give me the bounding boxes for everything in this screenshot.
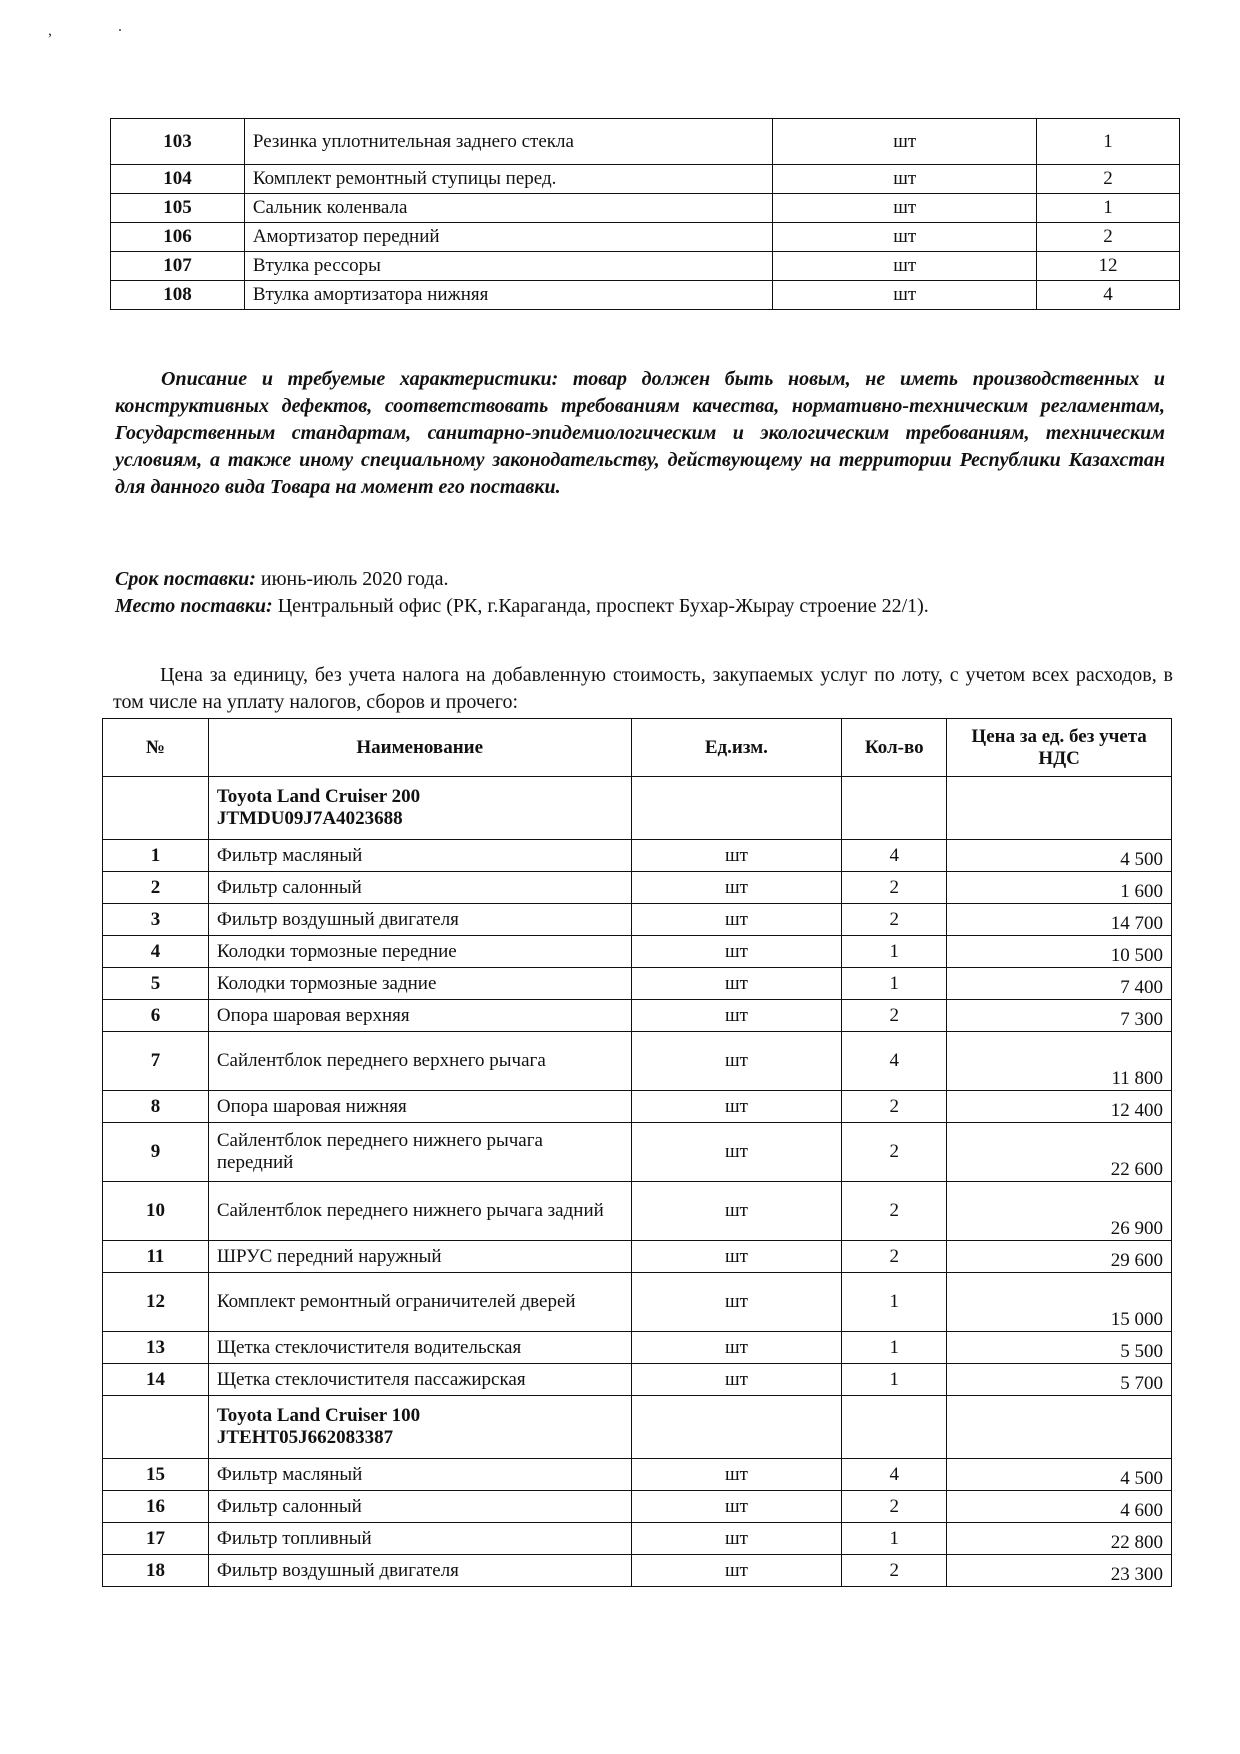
group-empty-cell <box>947 1396 1172 1459</box>
delivery-place-label: Место поставки: <box>115 595 273 617</box>
row-number: 3 <box>103 904 209 936</box>
row-number: 9 <box>103 1123 209 1182</box>
item-price: 4 600 <box>947 1491 1172 1523</box>
item-qty: 4 <box>1037 281 1180 310</box>
item-price: 29 600 <box>947 1241 1172 1273</box>
item-name: Втулка амортизатора нижняя <box>244 281 773 310</box>
table-row <box>103 1459 1172 1491</box>
item-price: 1 600 <box>947 872 1172 904</box>
item-price: 22 600 <box>947 1123 1172 1182</box>
item-unit: шт <box>631 840 842 872</box>
item-unit: шт <box>773 119 1037 165</box>
item-qty: 1 <box>842 1364 947 1396</box>
table-row <box>103 1364 1172 1396</box>
item-name: Сайлентблок переднего верхнего рычага <box>208 1032 631 1091</box>
table-row <box>103 936 1172 968</box>
item-name: Щетка стеклочистителя пассажирская <box>208 1364 631 1396</box>
item-qty: 4 <box>842 1032 947 1091</box>
row-number: 15 <box>103 1459 209 1491</box>
price-table <box>102 718 1172 1587</box>
item-name: ШРУС передний наружный <box>208 1241 631 1273</box>
item-price: 11 800 <box>947 1032 1172 1091</box>
item-unit: шт <box>773 281 1037 310</box>
row-number: 108 <box>111 281 245 310</box>
vehicle-title-cell <box>208 777 631 840</box>
delivery-info <box>115 566 1175 620</box>
item-price: 15 000 <box>947 1273 1172 1332</box>
table-row <box>103 904 1172 936</box>
item-unit: шт <box>631 1000 842 1032</box>
description-paragraph: Описание и требуемые характеристики: товар должен быть новым, не иметь производственных и конструктивных дефектов, соответствовать требованиям качества, нормативно-техническим регламентам, Государственным стандартам, санитарно-эпидемиологическим и экологическим требованиям, техническим условиям, а также иному специальному законодательству, действующему на территории Республики Казахстан для данного вида Товара на момент его поставки. <box>115 368 1165 498</box>
table-row <box>103 1523 1172 1555</box>
group-empty-cell <box>631 777 842 840</box>
item-unit: шт <box>773 194 1037 223</box>
vehicle-group-row <box>103 777 1172 840</box>
item-qty: 2 <box>1037 223 1180 252</box>
item-qty: 4 <box>842 1459 947 1491</box>
row-number: 5 <box>103 968 209 1000</box>
table-row <box>103 1491 1172 1523</box>
item-name: Комплект ремонтный ступицы перед. <box>244 165 773 194</box>
item-qty: 2 <box>842 1000 947 1032</box>
table-row <box>103 968 1172 1000</box>
table-row <box>111 252 1180 281</box>
item-unit: шт <box>631 872 842 904</box>
table-row <box>111 119 1180 165</box>
row-number: 14 <box>103 1364 209 1396</box>
item-qty: 1 <box>842 1332 947 1364</box>
item-qty: 1 <box>1037 119 1180 165</box>
table-row <box>103 1123 1172 1182</box>
item-unit: шт <box>631 1091 842 1123</box>
item-qty: 1 <box>842 1523 947 1555</box>
item-name: Опора шаровая нижняя <box>208 1091 631 1123</box>
item-unit: шт <box>631 968 842 1000</box>
vehicle-vin: JTEHT05J662083387 <box>216 1427 394 1448</box>
item-qty: 2 <box>842 1123 947 1182</box>
header-unit: Ед.изм. <box>631 719 842 777</box>
item-qty: 1 <box>1037 194 1180 223</box>
row-number: 17 <box>103 1523 209 1555</box>
table-row <box>111 281 1180 310</box>
item-qty: 2 <box>842 1091 947 1123</box>
table-row <box>103 872 1172 904</box>
item-name: Амортизатор передний <box>244 223 773 252</box>
item-price: 4 500 <box>947 1459 1172 1491</box>
item-qty: 1 <box>842 968 947 1000</box>
item-unit: шт <box>631 1032 842 1091</box>
vehicle-vin: JTMDU09J7A4023688 <box>216 808 403 829</box>
delivery-term-label: Срок поставки: <box>115 568 256 590</box>
table-row <box>103 840 1172 872</box>
item-unit: шт <box>631 1123 842 1182</box>
item-qty: 2 <box>842 1182 947 1241</box>
group-empty-cell <box>947 777 1172 840</box>
item-unit: шт <box>631 1555 842 1587</box>
item-price: 26 900 <box>947 1182 1172 1241</box>
item-unit: шт <box>773 223 1037 252</box>
vehicle-model: Toyota Land Cruiser 200 <box>216 786 421 808</box>
group-empty-cell <box>842 1396 947 1459</box>
vehicle-model: Toyota Land Cruiser 100 <box>216 1405 421 1427</box>
item-unit: шт <box>631 1523 842 1555</box>
vehicle-group-row <box>103 1396 1172 1459</box>
header-name: Наименование <box>208 719 631 777</box>
row-number: 6 <box>103 1000 209 1032</box>
scan-mark: . <box>118 18 122 35</box>
price-table-header <box>103 719 1172 777</box>
item-qty: 1 <box>842 936 947 968</box>
items-table-continued <box>110 118 1180 310</box>
item-name: Комплект ремонтный ограничителей дверей <box>208 1273 631 1332</box>
item-price: 23 300 <box>947 1555 1172 1587</box>
group-empty-cell <box>631 1396 842 1459</box>
item-price: 4 500 <box>947 840 1172 872</box>
scan-mark: , <box>48 22 52 39</box>
row-number: 13 <box>103 1332 209 1364</box>
row-number: 8 <box>103 1091 209 1123</box>
table-row <box>111 165 1180 194</box>
item-name: Фильтр масляный <box>208 1459 631 1491</box>
price-note: Цена за единицу, без учета налога на добавленную стоимость, закупаемых услуг по лоту, с учетом всех расходов, в том числе на уплату налогов, сборов и прочего: <box>113 664 1173 713</box>
row-number: 12 <box>103 1273 209 1332</box>
row-number: 4 <box>103 936 209 968</box>
header-qty: Кол-во <box>842 719 947 777</box>
item-unit: шт <box>631 936 842 968</box>
item-qty: 2 <box>842 1241 947 1273</box>
row-number: 11 <box>103 1241 209 1273</box>
item-unit: шт <box>631 1491 842 1523</box>
header-num: № <box>103 719 209 777</box>
table-row <box>103 1332 1172 1364</box>
item-unit: шт <box>631 904 842 936</box>
item-name: Фильтр салонный <box>208 1491 631 1523</box>
item-price: 22 800 <box>947 1523 1172 1555</box>
table-row <box>103 1241 1172 1273</box>
item-name: Фильтр масляный <box>208 840 631 872</box>
item-name: Фильтр салонный <box>208 872 631 904</box>
item-qty: 2 <box>1037 165 1180 194</box>
item-name: Колодки тормозные задние <box>208 968 631 1000</box>
table-row <box>103 1091 1172 1123</box>
delivery-place-value: Центральный офис (РК, г.Караганда, проспект Бухар-Жырау строение 22/1). <box>272 595 929 617</box>
item-price: 5 500 <box>947 1332 1172 1364</box>
table-row <box>103 1000 1172 1032</box>
item-unit: шт <box>631 1241 842 1273</box>
item-name: Фильтр воздушный двигателя <box>208 904 631 936</box>
item-qty: 12 <box>1037 252 1180 281</box>
item-unit: шт <box>773 252 1037 281</box>
header-price: Цена за ед. без учета НДС <box>947 719 1172 777</box>
row-number: 103 <box>111 119 245 165</box>
item-unit: шт <box>631 1459 842 1491</box>
row-number: 107 <box>111 252 245 281</box>
table-row <box>111 194 1180 223</box>
item-name: Сайлентблок переднего нижнего рычага передний <box>208 1123 631 1182</box>
row-number: 10 <box>103 1182 209 1241</box>
row-number: 1 <box>103 840 209 872</box>
table-row <box>103 1555 1172 1587</box>
table-row <box>103 1273 1172 1332</box>
row-number: 7 <box>103 1032 209 1091</box>
row-number: 104 <box>111 165 245 194</box>
row-number: 106 <box>111 223 245 252</box>
item-price: 10 500 <box>947 936 1172 968</box>
item-name: Колодки тормозные передние <box>208 936 631 968</box>
group-empty-cell <box>103 1396 209 1459</box>
item-qty: 2 <box>842 904 947 936</box>
item-qty: 4 <box>842 840 947 872</box>
item-qty: 2 <box>842 1491 947 1523</box>
item-unit: шт <box>773 165 1037 194</box>
item-name: Опора шаровая верхняя <box>208 1000 631 1032</box>
item-name: Сайлентблок переднего нижнего рычага задний <box>208 1182 631 1241</box>
item-qty: 2 <box>842 872 947 904</box>
table-row <box>111 223 1180 252</box>
item-qty: 1 <box>842 1273 947 1332</box>
table-row <box>103 1182 1172 1241</box>
row-number: 16 <box>103 1491 209 1523</box>
item-unit: шт <box>631 1182 842 1241</box>
item-name: Втулка рессоры <box>244 252 773 281</box>
table-row <box>103 1032 1172 1091</box>
group-empty-cell <box>103 777 209 840</box>
item-name: Резинка уплотнительная заднего стекла <box>244 119 773 165</box>
item-name: Фильтр воздушный двигателя <box>208 1555 631 1587</box>
item-price: 5 700 <box>947 1364 1172 1396</box>
item-price: 12 400 <box>947 1091 1172 1123</box>
item-name: Сальник коленвала <box>244 194 773 223</box>
vehicle-title-cell <box>208 1396 631 1459</box>
item-price: 7 300 <box>947 1000 1172 1032</box>
item-price: 14 700 <box>947 904 1172 936</box>
row-number: 105 <box>111 194 245 223</box>
delivery-term-value: июнь-июль 2020 года. <box>255 568 449 590</box>
item-name: Фильтр топливный <box>208 1523 631 1555</box>
row-number: 2 <box>103 872 209 904</box>
item-unit: шт <box>631 1273 842 1332</box>
item-unit: шт <box>631 1332 842 1364</box>
item-name: Щетка стеклочистителя водительская <box>208 1332 631 1364</box>
item-qty: 2 <box>842 1555 947 1587</box>
group-empty-cell <box>842 777 947 840</box>
item-price: 7 400 <box>947 968 1172 1000</box>
item-unit: шт <box>631 1364 842 1396</box>
row-number: 18 <box>103 1555 209 1587</box>
